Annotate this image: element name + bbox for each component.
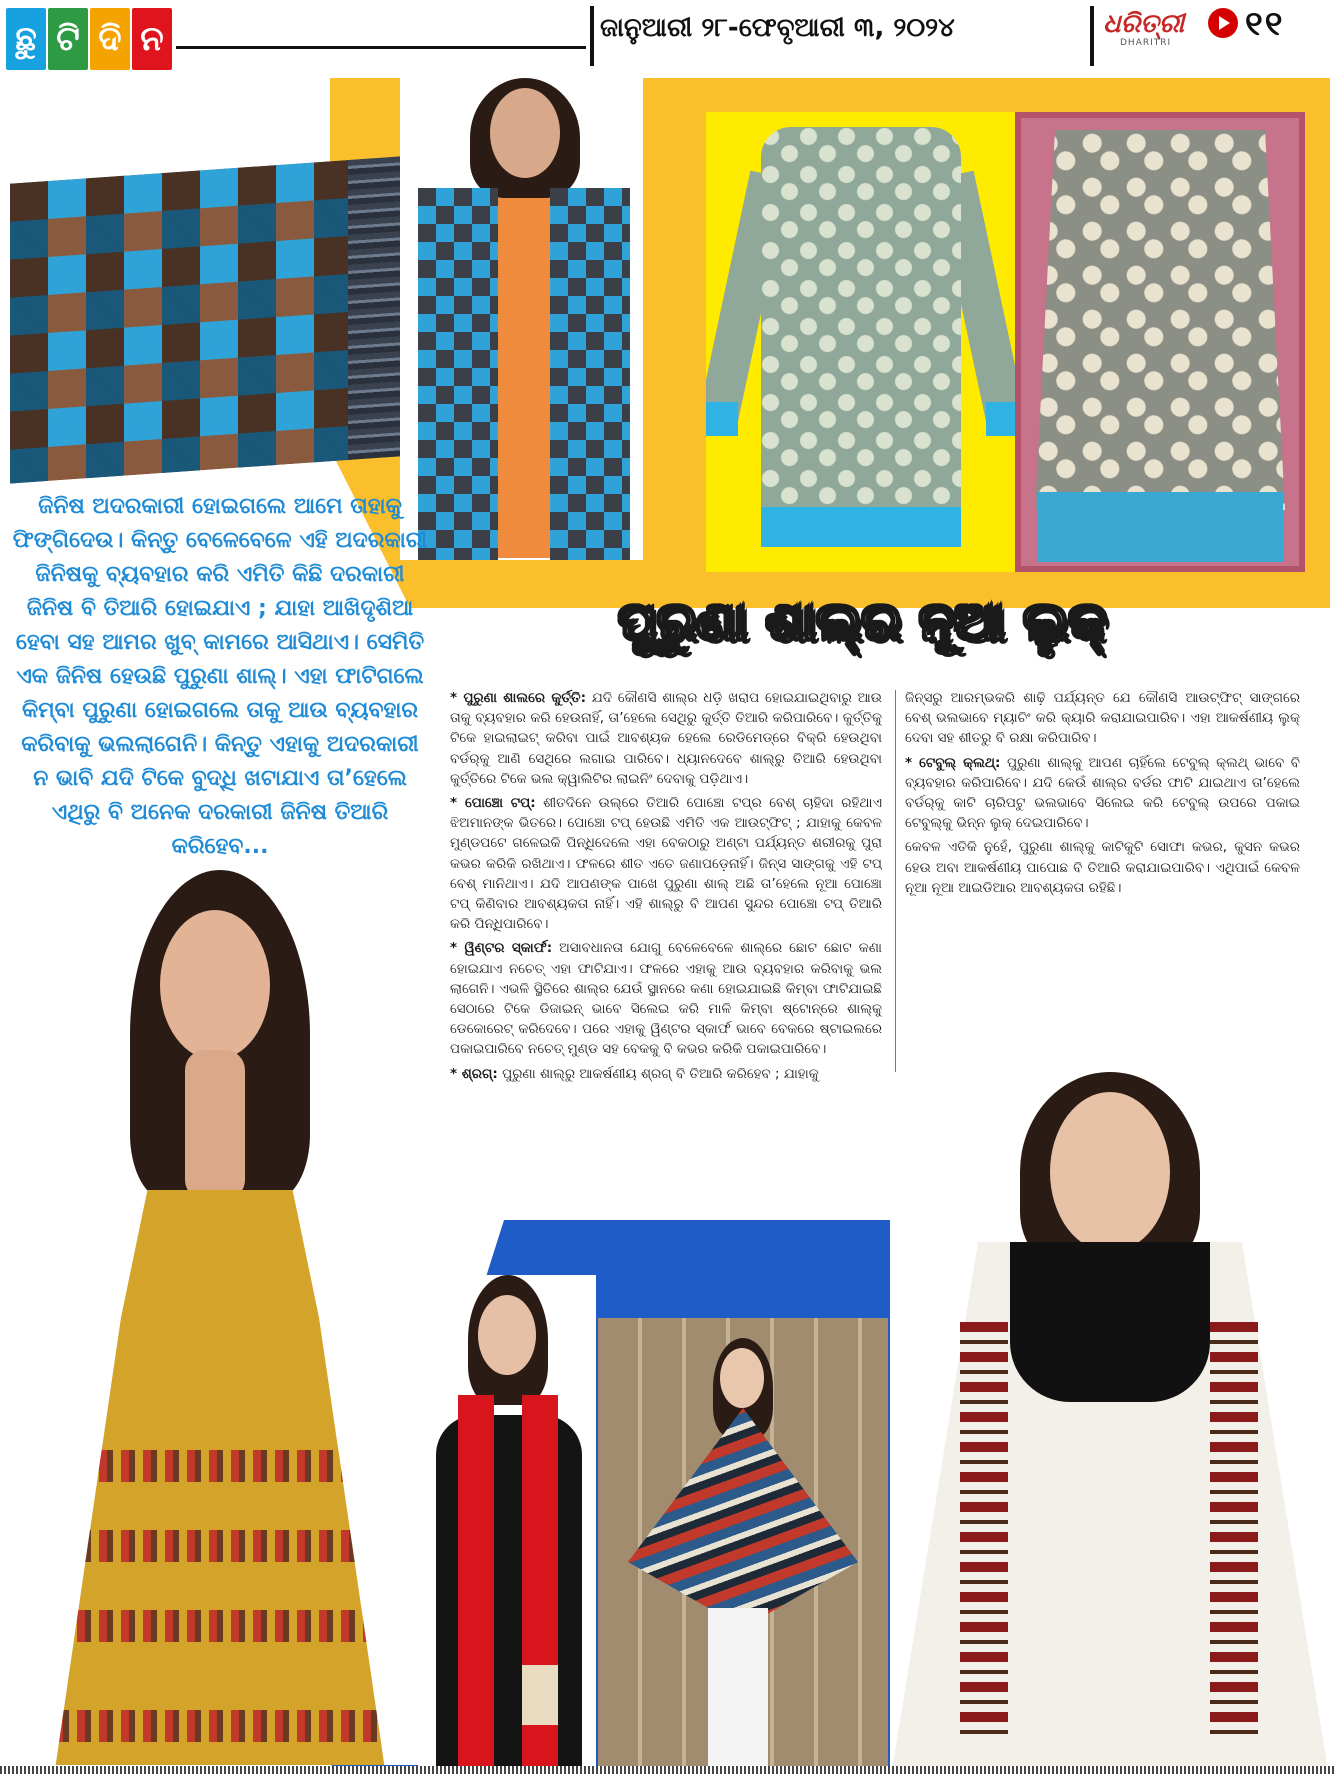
article-paragraph [450,1064,882,1084]
paragraph-body: ପୁରୁଣା ଶାଲ୍‌ରୁ ଆକର୍ଷଣୀୟ ଶ୍ରଗ୍ ବି ତିଆରି କରିହେବ ; ଯାହାକୁ [497,1065,819,1082]
model-face [160,910,270,1060]
paragraph-lead: * ପୁରୁଣା ଶାଲରେ କୁର୍ତ୍ତି: [450,690,586,706]
play-icon [1208,8,1238,38]
jacket-left-panel [418,188,498,560]
paragraph-body: ଯଦି କୌଣସି ଶାଲ୍‌ର ଧଡ଼ି ଖରାପ ହୋଇଯାଇଥିବାରୁ ଆଉ ତାକୁ ବ୍ୟବହାର କରି ହେଉନାହିଁ, ତା’ହେଲେ ସେଥିରୁ କୁର୍ତ୍ତି ତିଆରି କରିପାରିବେ। କୁର୍ତ୍ତିକୁ ଟିକେ ହାଇଲାଇଟ୍ କରିବା ପାଇଁ ଆବଶ୍ୟକ ହେଲେ ରେଡିମେଡ୍‌ରେ ବିକ୍ରି ହେଉଥିବା ବର୍ଡର୍‌କୁ ଆଣି ସେଥିରେ ଲଗାଇ ପାରିବେ। ଧ୍ୟାନଦେବେ ଶାଲ୍‌ରୁ ତିଆରି ହେଉଥିବା କୁର୍ତ୍ତିରେ ଟିକେ ଭଲ କ୍ୱାଲିଟିର ଲାଇନିଂ ଦେବାକୁ ପଡ଼ିଥାଏ। [450,690,882,787]
kurti-hem [761,507,961,547]
article-column-1 [450,688,882,1288]
kurti-left-cuff [706,402,738,436]
header-rule-divider-2 [1090,6,1094,66]
blanket-dark-stripes [10,156,400,483]
page-number: ୧୧ [1245,4,1285,44]
stole-hem [1037,492,1283,562]
paragraph-body: ପୁରୁଣା ଶାଲ୍‌କୁ ଆପଣ ଚାହିଁଲେ ଟେବୁଲ୍ କ୍ଲଥ୍ ଭାବେ ବି ବ୍ୟବହାର କରିପାରିବେ। ଯଦି କେଉଁ ଶାଲ୍‌ର ବର୍ଡର ଫାଟି ଯାଇଥାଏ ତା’ହେଲେ ବର୍ଡର୍‌କୁ କାଟି ଚାରିପଟୁ ଭଲଭାବେ ସିଲେଇ କରି ଟେବୁଲ୍ ଉପରେ ପକାଇ ଟେବୁଲ୍‌କୁ ଭିନ୍ନ ଲୁକ୍ ଦେଇପାରିବେ। [905,754,1300,832]
dress-pattern-band [55,1530,385,1562]
stole-fabric [1035,130,1285,510]
model-face [1050,1092,1170,1252]
white-shawl-photo [890,1072,1330,1772]
black-top [1010,1242,1210,1402]
article-paragraph [905,837,1300,898]
mustard-dress-photo [0,860,420,1765]
article-column-2 [905,688,1300,968]
article-paragraph [450,793,882,934]
intro-paragraph: ଜିନିଷ ଅଦରକାରୀ ହୋଇଗଲେ ଆମେ ତାହାକୁ ଫିଙ୍ଗିଦେଉ। କିନ୍ତୁ ବେଳେବେଳେ ଏହି ଅଦରକାରୀ ଜିନିଷକୁ ବ୍ୟବହାର କରି ଏମିତି କିଛି ଦରକାରୀ ଜିନିଷ ବି ତିଆରି ହୋଇଯାଏ ; ଯାହା ଆଖିଦୃଶିଆ ହେବା ସହ ଆମର ଖୁବ୍ କାମରେ ଆସିଥାଏ। ସେମିତି ଏକ ଜିନିଷ ହେଉଛି ପୁରୁଣା ଶାଲ୍। ଏହା ଫାଟିଗଲେ କିମ୍ବା ପୁରୁଣା ହୋଇଗଲେ ତାକୁ ଆଉ ବ୍ୟବହାର କରିବାକୁ ଭଲଲାଗେନି। କିନ୍ତୁ ଏହାକୁ ଅଦରକାରୀ ନ ଭାବି ଯଦି ଟିକେ ବୁଦ୍ଧି ଖଟାଯାଏ ତା’ହେଲେ ଏଥିରୁ ବି ଅନେକ ଦରକାରୀ ଜିନିଷ ତିଆରି କରିହେବ... [12,494,428,859]
draped-stole-photo [1015,112,1305,572]
paragraph-body: ଜିନ୍ସରୁ ଆରମ୍ଭକରି ଶାଢ଼ି ପର୍ଯ୍ୟନ୍ତ ଯେ କୌଣସି ଆଉଟ୍‌ଫିଟ୍ ସାଙ୍ଗରେ ବେଶ୍ ଭଲଭାବେ ମ୍ୟାଚିଂ କରି କ୍ୟାରି କରାଯାଇପାରିବ। ଏହା ଆକର୍ଷଣୀୟ ଲୁକ୍ ଦେବା ସହ ଶୀତରୁ ବି ରକ୍ଷା କରିପାରିବ। [905,690,1300,747]
mustard-dress [55,1190,385,1765]
section-tile-1: ଛୁ [6,8,46,70]
section-tile-2: ଟି [48,8,88,70]
paragraph-lead: * ପୋଞ୍ଚୋ ଟପ୍: [450,795,536,812]
white-trousers [708,1608,768,1768]
model-face [720,1348,764,1408]
headline: ପୁରୁଣା ଶାଲ୍‌ର ନୂଆ ଲୁକ୍ [618,592,1107,652]
paisley-border-left [960,1322,1008,1742]
model-neck [185,1050,245,1200]
paragraph-lead: * ଶ୍ରଗ୍: [450,1065,498,1082]
red-scarf-left [458,1395,494,1770]
brocade-kurti-photo [706,112,1018,572]
model-face [490,88,560,178]
model-face [478,1295,536,1375]
red-scarf-photo [418,1275,596,1770]
brand-subtitle: DHARITRI [1120,38,1172,48]
kurti-body [761,127,961,537]
article-paragraph [450,688,882,789]
article-paragraph [450,938,882,1059]
paragraph-lead: * ୱିଣ୍ଟର ସ୍କାର୍ଫ: [450,940,553,957]
kurti-right-cuff [986,402,1018,436]
paisley-border-right [1210,1322,1258,1742]
section-tile-3: ଦି [90,8,130,70]
article-paragraph [905,688,1300,749]
footer-rule [0,1766,1335,1774]
issue-date: ଜାନୁଆରୀ ୨୮-ଫେବୃଆରୀ ୩, ୨୦୨୪ [600,13,955,43]
dress-pattern-band [55,1710,385,1742]
checked-jacket-photo [400,78,643,560]
paragraph-body: ଶୀତଦିନେ ଉଲ୍‌ରେ ତିଆରି ପୋଞ୍ଚୋ ଟପ୍‌ର ବେଶ୍ ଚାହିଦା ରହିଥାଏ ଝିଅମାନଙ୍କ ଭିତରେ। ପୋଞ୍ଚୋ ଟପ୍ ହେଉଛି ଏମିତି ଏକ ଆଉଟ୍‌ଫିଟ୍ ; ଯାହାକୁ କେବଳ ମୁଣ୍ଡପଟେ ଗଳେଇକି ପିନ୍ଧିଦେଲେ ଏହା ବେକଠାରୁ ଅଣ୍ଟା ପର୍ଯ୍ୟନ୍ତ ଶରୀରକୁ ପୁରା କଭର କରିକି ରଖିଥାଏ। ଫଳରେ ଶୀତ ଏତେ ଜଣାପଡ଼େନାହିଁ। ଜିନ୍ସ ସାଙ୍ଗକୁ ଏହି ଟପ୍ ବେଶ୍ ମାନିଥାଏ। ଯଦି ଆପଣଙ୍କ ପାଖେ ପୁରୁଣା ଶାଲ୍ ଅଛି ତା’ହେଲେ ନୂଆ ପୋଞ୍ଚୋ ଟପ୍ କିଣିବାର ଆବଶ୍ୟକତା ନାହିଁ। ଏହି ଶାଲ୍‌ରୁ ବି ଆପଣ ସୁନ୍ଦର ପୋଞ୍ଚୋ ଟପ୍ ତିଆରି କରି ପିନ୍ଧିପାରିବେ। [450,795,882,933]
jacket-right-panel [550,188,630,560]
header-rule-divider [590,6,594,66]
header-rule-left [176,46,586,49]
scarf-lace-panel [522,1665,558,1725]
section-tile-4: ନ [132,8,172,70]
poncho-photo [598,1318,888,1773]
paragraph-lead: * ଟେବୁଲ୍ କ୍ଲଥ୍: [905,754,1001,771]
paragraph-body: ଅସାବଧାନତା ଯୋଗୁ ବେଳେବେଳେ ଶାଲ୍‌ରେ ଛୋଟ ଛୋଟ କଣା ହୋଇଯାଏ ନଚେତ୍ ଏହା ଫାଟିଯାଏ। ଫଳରେ ଏହାକୁ ଆଉ ବ୍ୟବହାର କରିବାକୁ ଭଲ ଲାଗେନି। ଏଭଳି ସ୍ଥିତିରେ ଶାଲ୍‌ର ଯେଉଁ ସ୍ଥାନରେ କଣା ହୋଇଯାଇଛି କିମ୍ବା ଫାଟିଯାଇଛି ସେଠାରେ ଟିକେ ଡିଜାଇନ୍ ଭାବେ ସିଲେଇ କରି ମାଳି କିମ୍ବା ଷ୍ଟୋନ୍‌ରେ ଶାଲ୍‌କୁ ଡେକୋରେଟ୍ କରିଦେବେ। ପରେ ଏହାକୁ ୱିଣ୍ଟର ସ୍କାର୍ଫ ଭାବେ ବେକରେ ଷ୍ଟାଇଲରେ ପକାଇପାରିବେ ନଚେତ୍ ମୁଣ୍ଡ ସହ ବେକକୁ ବି କଭର କରିକି ପକାଇପାରିବେ। [450,940,882,1058]
checked-blanket-photo [10,156,400,483]
blanket-border [348,156,400,460]
paragraph-body: କେବଳ ଏତିକି ନୁହେଁ, ପୁରୁଣା ଶାଲ୍‌କୁ କାଟିକୁଟି ସୋଫା କଭର, କୁସନ କଭର ହେଉ ଅବା ଆକର୍ଷଣୀୟ ପାପୋଛ ବି ତିଆରି କରାଯାଇପାରିବ। ଏଥିପାଇଁ କେବଳ ନୂଆ ନୂଆ ଆଇଡିଆର ଆବଶ୍ୟକତା ରହିଛି। [905,839,1300,896]
dress-pattern-band [55,1450,385,1482]
article-paragraph [905,753,1300,834]
dress-pattern-band [55,1610,385,1642]
brand-logo: ଧରିତ୍ରୀ [1103,9,1185,39]
